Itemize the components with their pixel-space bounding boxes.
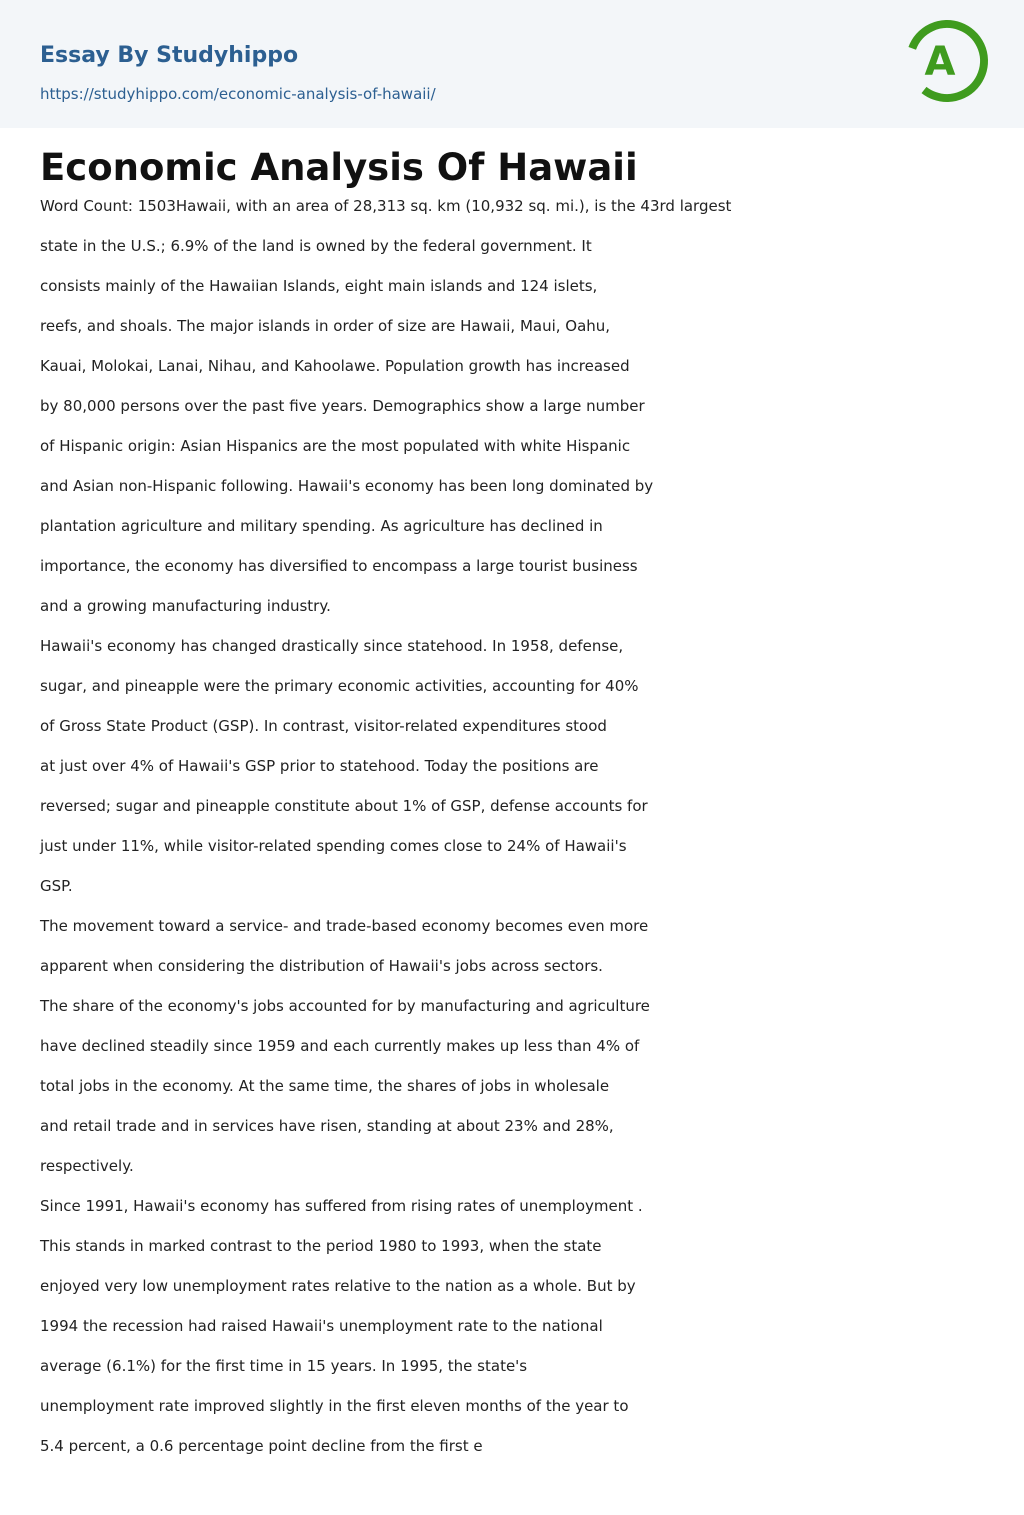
essay-line: and Asian non-Hispanic following. Hawaii's economy has been long dominated by — [40, 477, 654, 495]
essay-line: Word Count: 1503Hawaii, with an area of 28,313 sq. km (10,932 sq. mi.), is the 43rd largest — [40, 197, 732, 215]
essay-line: unemployment rate improved slightly in the first eleven months of the year to — [40, 1397, 629, 1415]
essay-line: Hawaii's economy has changed drastically since statehood. In 1958, defense, — [40, 637, 624, 655]
essay-line: respectively. — [40, 1157, 134, 1175]
essay-line: Kauai, Molokai, Lanai, Nihau, and Kahoolawe. Population growth has increased — [40, 357, 630, 375]
essay-line: of Gross State Product (GSP). In contrast, visitor-related expenditures stood — [40, 717, 607, 735]
brand-title: Essay By Studyhippo — [40, 43, 299, 68]
essay-title: Economic Analysis Of Hawaii — [40, 146, 638, 189]
essay-body — [40, 190, 1000, 1470]
essay-line: Since 1991, Hawaii's economy has suffered from rising rates of unemployment . — [40, 1197, 643, 1215]
essay-line: reversed; sugar and pineapple constitute about 1% of GSP, defense accounts for — [40, 797, 648, 815]
essay-line: just under 11%, while visitor-related spending comes close to 24% of Hawaii's — [40, 837, 627, 855]
logo-letter: A — [924, 39, 956, 85]
essay-line: total jobs in the economy. At the same time, the shares of jobs in wholesale — [40, 1077, 610, 1095]
essay-line: at just over 4% of Hawaii's GSP prior to statehood. Today the positions are — [40, 757, 599, 775]
essay-line: 5.4 percent, a 0.6 percentage point decline from the first e — [40, 1437, 483, 1455]
essay-line: have declined steadily since 1959 and each currently makes up less than 4% of — [40, 1037, 640, 1055]
essay-line: The share of the economy's jobs accounted for by manufacturing and agriculture — [40, 997, 650, 1015]
essay-line: average (6.1%) for the first time in 15 years. In 1995, the state's — [40, 1357, 528, 1375]
essay-line: of Hispanic origin: Asian Hispanics are the most populated with white Hispanic — [40, 437, 631, 455]
essay-line: apparent when considering the distribution of Hawaii's jobs across sectors. — [40, 957, 603, 975]
page-header — [0, 0, 1024, 128]
essay-line: enjoyed very low unemployment rates relative to the nation as a whole. But by — [40, 1277, 636, 1295]
essay-line: reefs, and shoals. The major islands in order of size are Hawaii, Maui, Oahu, — [40, 317, 611, 335]
essay-line: and a growing manufacturing industry. — [40, 597, 331, 615]
logo-ring-icon — [903, 17, 991, 105]
essay-line: and retail trade and in services have risen, standing at about 23% and 28%, — [40, 1117, 614, 1135]
essay-line: The movement toward a service- and trade-based economy becomes even more — [40, 917, 649, 935]
essay-line: state in the U.S.; 6.9% of the land is owned by the federal government. It — [40, 237, 592, 255]
essay-line: sugar, and pineapple were the primary economic activities, accounting for 40% — [40, 677, 639, 695]
source-url-link[interactable]: https://studyhippo.com/economic-analysis-of-hawaii/ — [40, 85, 436, 103]
essay-line: importance, the economy has diversified to encompass a large tourist business — [40, 557, 638, 575]
essay-line: consists mainly of the Hawaiian Islands, eight main islands and 124 islets, — [40, 277, 598, 295]
essay-line: plantation agriculture and military spending. As agriculture has declined in — [40, 517, 603, 535]
essay-line: This stands in marked contrast to the period 1980 to 1993, when the state — [40, 1237, 602, 1255]
essay-line: by 80,000 persons over the past five years. Demographics show a large number — [40, 397, 645, 415]
essay-line: GSP. — [40, 877, 73, 895]
essay-line: 1994 the recession had raised Hawaii's unemployment rate to the national — [40, 1317, 603, 1335]
studyhippo-logo-icon[interactable] — [903, 17, 991, 105]
